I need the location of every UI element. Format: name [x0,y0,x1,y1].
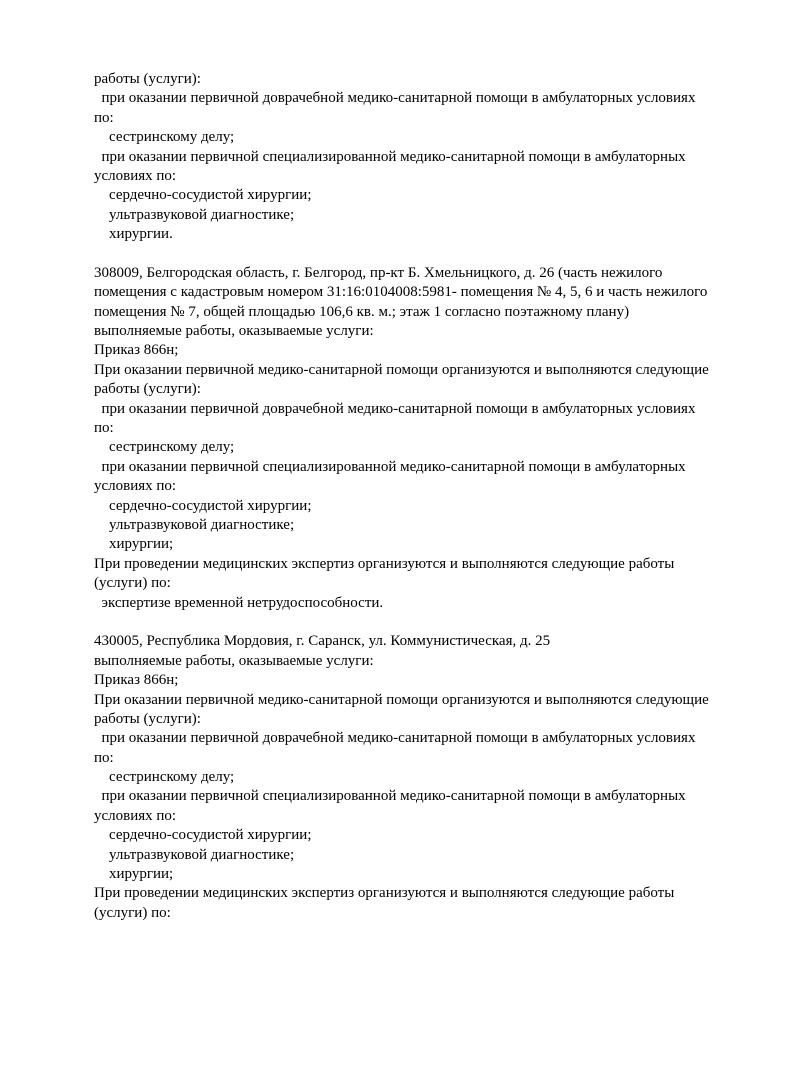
text-line: сестринскому делу; [94,129,235,146]
text-line: хирургии; [94,866,174,883]
text-line: (услуги) по: [94,904,171,921]
text-line: сердечно-сосудистой хирургии; [94,497,312,514]
address-line: 430005, Республика Мордовия, г. Саранск, ул. Коммунистическая, д. 25 [94,633,551,650]
text-line: выполняемые работы, оказываемые услуги: [94,323,374,340]
address-line: помещения № 7, общей площадью 106,6 кв. м.; этаж 1 согласно поэтажному плану) [94,303,630,320]
text-line: При проведении медицинских экспертиз организуются и выполняются следующие работы [94,885,675,902]
text-line: условиях по: [94,807,177,824]
text-block-belgorod-address [94,264,784,613]
text-line: сестринскому делу; [94,769,235,786]
text-line: сердечно-сосудистой хирургии; [94,827,312,844]
text-line: экспертизе временной нетрудоспособности. [94,594,384,611]
text-line: При проведении медицинских экспертиз организуются и выполняются следующие работы [94,555,675,572]
text-line: ультразвуковой диагностике; [94,846,295,863]
text-line: хирургии. [94,226,173,243]
text-line: при оказании первичной специализированной медико-санитарной помощи в амбулаторных [94,458,686,475]
text-line: Приказ 866н; [94,672,179,689]
text-line: ультразвуковой диагностике; [94,516,295,533]
text-line: по: [94,749,114,766]
text-line: условиях по: [94,478,177,495]
text-line: при оказании первичной доврачебной медико-санитарной помощи в амбулаторных условиях [94,90,696,107]
text-line: при оказании первичной специализированной медико-санитарной помощи в амбулаторных [94,148,686,165]
text-line: по: [94,420,114,437]
text-line: При оказании первичной медико-санитарной помощи организуются и выполняются следующие [94,691,709,708]
text-line: ультразвуковой диагностике; [94,206,295,223]
text-block-saransk-address [94,632,784,923]
text-line: при оказании первичной доврачебной медико-санитарной помощи в амбулаторных условиях [94,400,696,417]
address-line: 308009, Белгородская область, г. Белгород, пр-кт Б. Хмельницкого, д. 26 (часть нежилого [94,264,663,281]
text-line: сердечно-сосудистой хирургии; [94,187,312,204]
text-line: по: [94,109,114,126]
paragraph-spacer [94,245,784,264]
text-line: При оказании первичной медико-санитарной помощи организуются и выполняются следующие [94,361,709,378]
text-line: работы (услуги): [94,381,201,398]
paragraph-spacer [94,613,784,632]
text-line: (услуги) по: [94,575,171,592]
text-line: работы (услуги): [94,71,201,87]
text-line: при оказании первичной доврачебной медико-санитарной помощи в амбулаторных условиях [94,730,696,747]
address-line: помещения с кадастровым номером 31:16:0104008:5981- помещения № 4, 5, 6 и часть нежилого [94,284,708,301]
document-page [94,70,784,923]
text-line: сестринскому делу; [94,439,235,456]
text-line: Приказ 866н; [94,342,179,359]
text-line: при оказании первичной специализированной медико-санитарной помощи в амбулаторных [94,788,686,805]
text-block-continuation [94,70,784,245]
text-line: выполняемые работы, оказываемые услуги: [94,652,374,669]
text-line: работы (услуги): [94,710,201,727]
text-line: условиях по: [94,167,177,184]
text-line: хирургии; [94,536,174,553]
